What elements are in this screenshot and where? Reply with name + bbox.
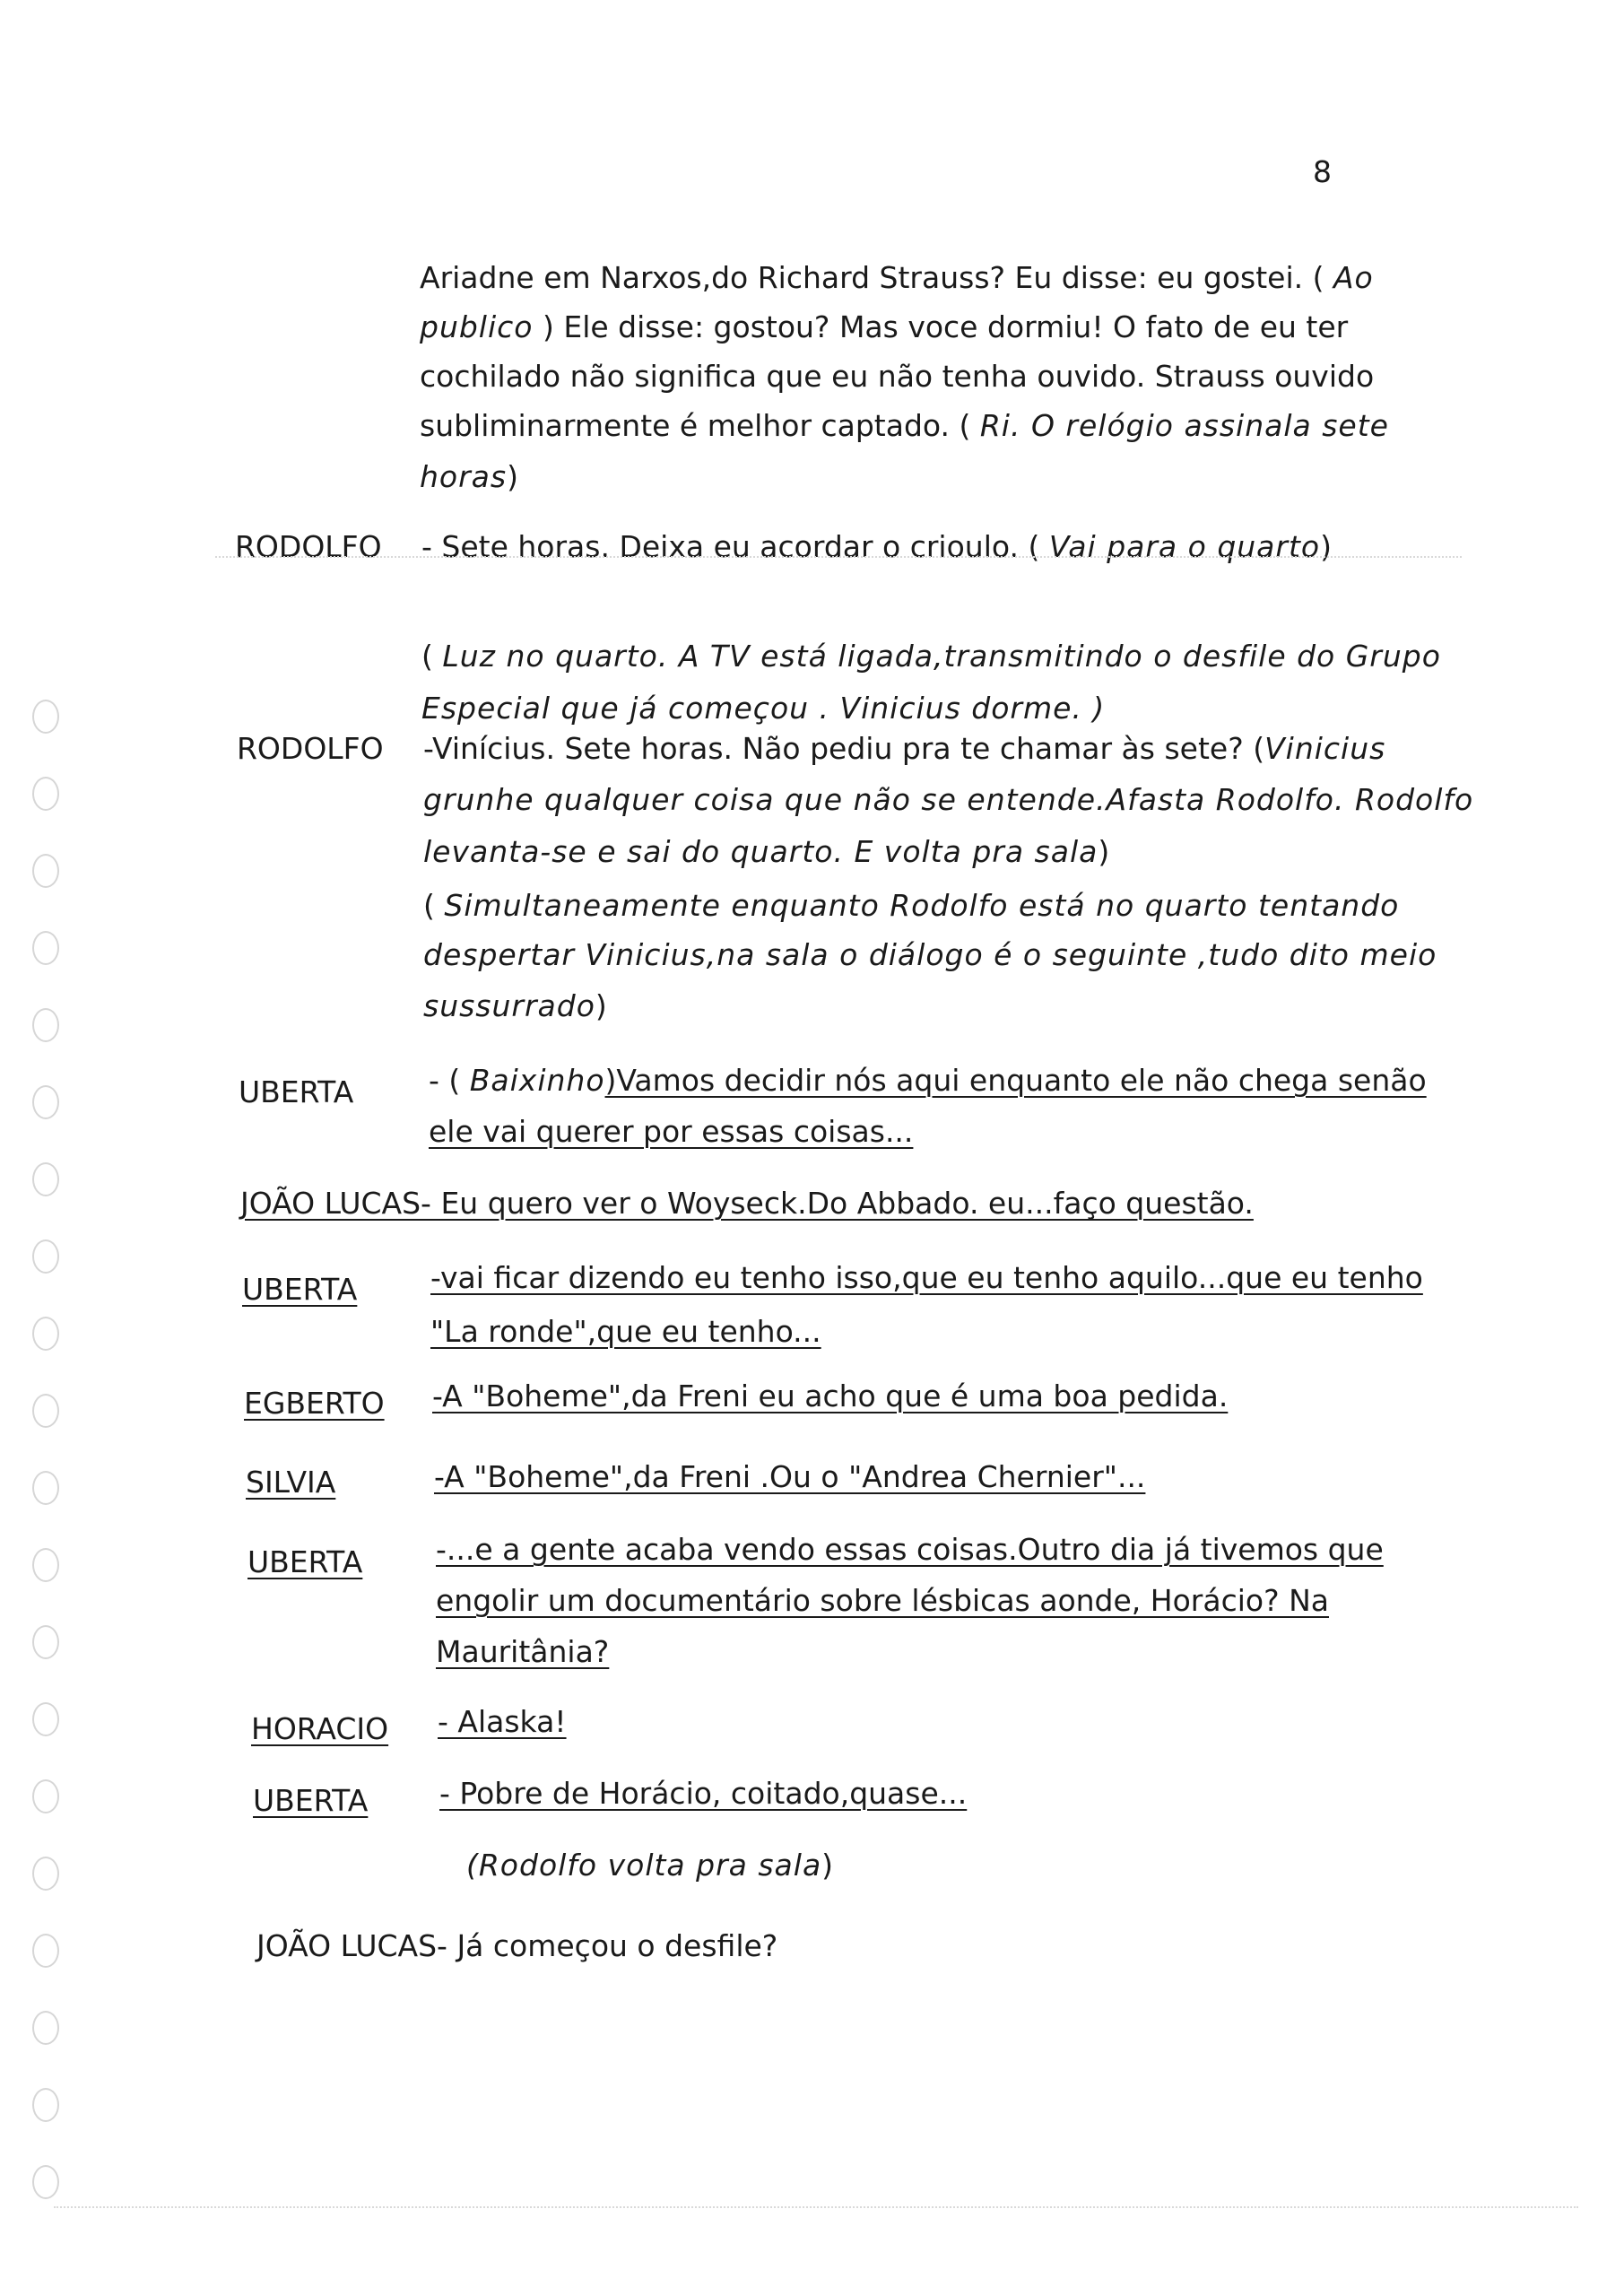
dialogue-line bbox=[423, 782, 1473, 817]
punch-hole bbox=[32, 1317, 59, 1351]
dialogue-text: ) bbox=[821, 1848, 834, 1883]
speaker-label: RODOLFO bbox=[237, 731, 384, 766]
dialogue-text: - Pobre de Horácio, coitado,quase... bbox=[439, 1776, 968, 1811]
stage-direction: Vinicius bbox=[1264, 731, 1386, 766]
dialogue-line bbox=[420, 459, 518, 494]
stage-direction: Baixinho bbox=[469, 1063, 605, 1098]
dialogue-text: engolir um documentário sobre lésbicas aonde, Horácio? Na bbox=[436, 1583, 1329, 1618]
dialogue-text: - ( bbox=[429, 1063, 470, 1098]
punch-hole bbox=[32, 1625, 59, 1659]
punch-hole bbox=[32, 1085, 59, 1119]
stage-direction: sussurrado bbox=[423, 988, 595, 1023]
dialogue-text: )Vamos decidir nós aqui enquanto ele não chega senão bbox=[604, 1063, 1427, 1098]
punch-hole bbox=[32, 2165, 59, 2199]
punch-hole bbox=[32, 2088, 59, 2122]
punch-hole bbox=[32, 1779, 59, 1813]
dialogue-line bbox=[436, 1634, 609, 1669]
dialogue-text: -Vinícius. Sete horas. Não pediu pra te chamar às sete? ( bbox=[423, 731, 1265, 766]
dialogue-line bbox=[432, 1378, 1228, 1413]
dialogue-text: ( bbox=[423, 888, 445, 923]
stage-direction: Vai para o quarto bbox=[1048, 529, 1321, 564]
dialogue-text: ( bbox=[421, 639, 443, 674]
dialogue-text: -vai ficar dizendo eu tenho isso,que eu tenho aquilo...que eu tenho bbox=[430, 1260, 1423, 1295]
dialogue-line bbox=[420, 309, 1348, 344]
punch-hole bbox=[32, 777, 59, 811]
dialogue-text: Mauritânia? bbox=[436, 1634, 610, 1669]
stage-direction: horas bbox=[420, 459, 508, 494]
stage-direction: Ao bbox=[1333, 260, 1374, 295]
punch-hole bbox=[32, 1162, 59, 1196]
dialogue-text: ) bbox=[507, 459, 518, 494]
dialogue-text: "La ronde",que eu tenho... bbox=[430, 1314, 821, 1349]
punch-hole bbox=[32, 700, 59, 734]
punch-hole bbox=[32, 1548, 59, 1582]
dialogue-line bbox=[436, 1583, 1329, 1618]
punch-hole bbox=[32, 1239, 59, 1274]
punch-hole-margin bbox=[25, 700, 70, 2296]
speaker-label: UBERTA bbox=[239, 1074, 354, 1109]
dialogue-text: ) bbox=[595, 988, 607, 1023]
punch-hole bbox=[32, 1471, 59, 1505]
speaker-label: UBERTA bbox=[242, 1272, 358, 1307]
dialogue-line bbox=[429, 1114, 913, 1149]
punch-hole bbox=[32, 854, 59, 888]
dialogue-line bbox=[429, 1063, 1427, 1098]
stage-direction: levanta-se e sai do quarto. E volta pra sala bbox=[423, 834, 1099, 869]
dialogue-line bbox=[420, 408, 1389, 443]
stage-direction: grunhe qualquer coisa que não se entende.Afasta Rodolfo. Rodolfo bbox=[423, 782, 1474, 817]
punch-hole bbox=[32, 2011, 59, 2045]
dialogue-line bbox=[421, 639, 1441, 674]
dialogue-text: cochilado não significa que eu não tenha ouvido. Strauss ouvido bbox=[420, 359, 1375, 394]
dialogue-text: -A "Boheme",da Freni .Ou o "Andrea Chernier"... bbox=[434, 1459, 1146, 1494]
speaker-label: HORACIO bbox=[251, 1711, 389, 1746]
dialogue-line bbox=[420, 260, 1374, 295]
punch-hole bbox=[32, 1008, 59, 1042]
stage-direction: Especial que já começou . Vinicius dorme. ) bbox=[421, 691, 1106, 726]
stage-direction: Luz no quarto. A TV está ligada,transmitindo o desfile do Grupo bbox=[442, 639, 1441, 674]
dialogue-line bbox=[423, 888, 1399, 923]
punch-hole bbox=[32, 931, 59, 965]
speaker-label: SILVIA bbox=[246, 1465, 336, 1500]
stage-direction: Ri. O relógio assinala sete bbox=[979, 408, 1389, 443]
dialogue-line bbox=[430, 1314, 821, 1349]
dialogue-line bbox=[423, 731, 1385, 766]
dialogue-line bbox=[466, 1848, 833, 1883]
dialogue-text: - Sete horas. Deixa eu acordar o crioulo. ( bbox=[421, 529, 1049, 564]
punch-hole bbox=[32, 1857, 59, 1891]
stage-direction: despertar Vinicius,na sala o diálogo é o seguinte ,tudo dito meio bbox=[423, 937, 1437, 972]
dialogue-text: ) bbox=[1320, 529, 1332, 564]
speaker-label: RODOLFO bbox=[235, 529, 382, 564]
dialogue-line bbox=[434, 1459, 1145, 1494]
punch-hole bbox=[32, 1702, 59, 1736]
dialogue-line bbox=[420, 359, 1374, 394]
dialogue-text: - Alaska! bbox=[438, 1704, 567, 1739]
dialogue-line bbox=[438, 1704, 567, 1739]
dialogue-line bbox=[423, 834, 1109, 869]
dialogue-line bbox=[421, 529, 1332, 564]
dialogue-line bbox=[423, 988, 607, 1023]
stage-direction: publico bbox=[420, 309, 534, 344]
dialogue-line bbox=[423, 937, 1437, 972]
speaker-label: EGBERTO bbox=[244, 1386, 385, 1421]
dialogue-text: ele vai querer por essas coisas... bbox=[429, 1114, 914, 1149]
scan-artifact-line bbox=[215, 556, 1462, 558]
speaker-label: JOÃO LUCAS- Já começou o desfile? bbox=[256, 1928, 778, 1963]
dialogue-line bbox=[439, 1776, 967, 1811]
punch-hole bbox=[32, 1934, 59, 1968]
dialogue-text: -...e a gente acaba vendo essas coisas.Outro dia já tivemos que bbox=[436, 1532, 1384, 1567]
dialogue-text: Ariadne em Narxos,do Richard Strauss? Eu disse: eu gostei. ( bbox=[420, 260, 1333, 295]
dialogue-text: -A "Boheme",da Freni eu acho que é uma boa pedida. bbox=[432, 1378, 1229, 1413]
stage-direction: Simultaneamente enquanto Rodolfo está no quarto tentando bbox=[444, 888, 1400, 923]
dialogue-text: ) bbox=[1098, 834, 1110, 869]
speaker-label: UBERTA bbox=[253, 1783, 369, 1818]
speaker-label: UBERTA bbox=[248, 1544, 363, 1579]
page-number: 8 bbox=[1313, 154, 1332, 189]
dialogue-line bbox=[436, 1532, 1384, 1567]
punch-hole bbox=[32, 1394, 59, 1428]
dialogue-line bbox=[430, 1260, 1423, 1295]
dialogue-line bbox=[421, 691, 1105, 726]
dialogue-text: ) Ele disse: gostou? Mas voce dormiu! O fato de eu ter bbox=[533, 309, 1349, 344]
stage-direction: (Rodolfo volta pra sala bbox=[466, 1848, 822, 1883]
dialogue-text: subliminarmente é melhor captado. ( bbox=[420, 408, 980, 443]
speaker-label: JOÃO LUCAS- Eu quero ver o Woyseck.Do Abbado. eu...faço questão. bbox=[240, 1186, 1254, 1221]
scan-artifact-line bbox=[54, 2206, 1578, 2208]
